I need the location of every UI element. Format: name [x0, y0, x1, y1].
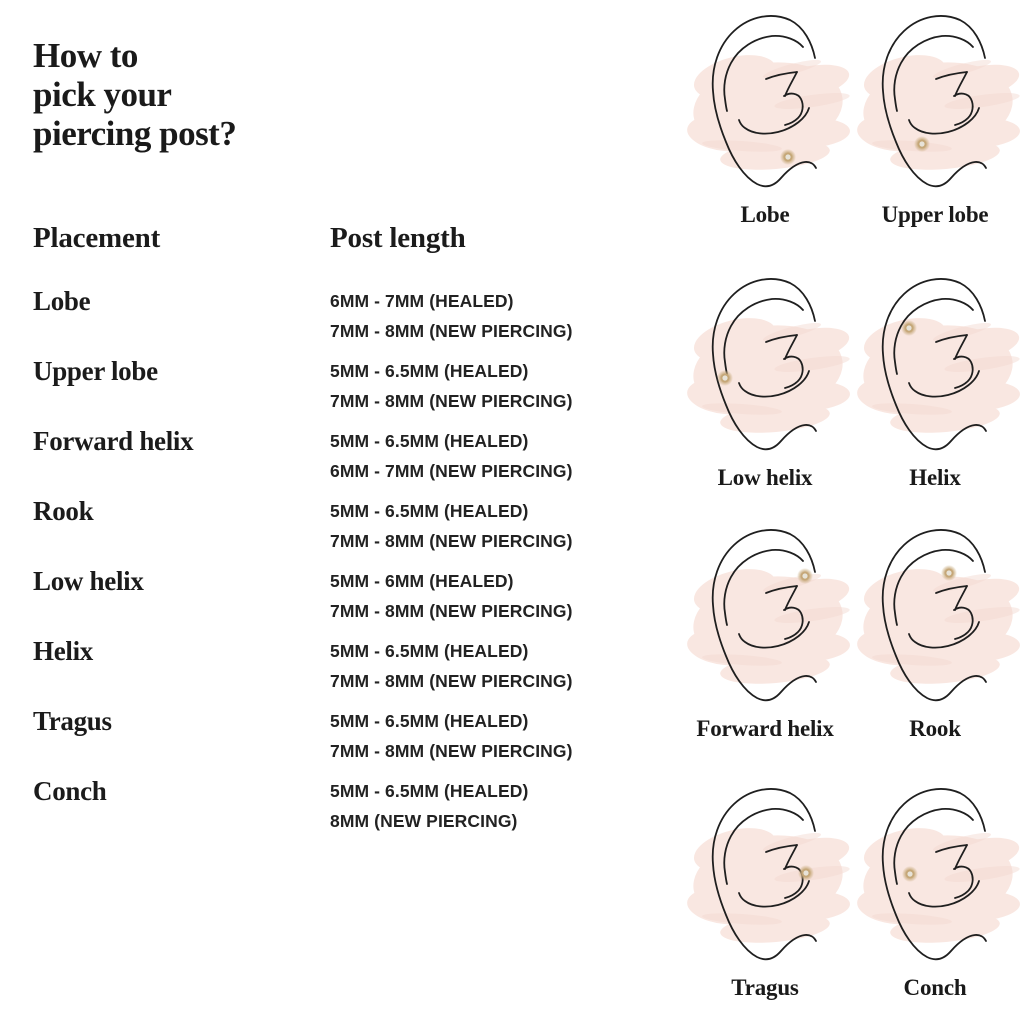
post-length-healed: 5MM - 6.5MM (HEALED)	[330, 431, 529, 451]
placement-name: Low helix	[33, 566, 144, 596]
ear-illustration	[680, 15, 850, 195]
ear-label: Lobe	[740, 202, 790, 227]
placement-name: Upper lobe	[33, 356, 158, 386]
placement-name: Conch	[33, 776, 107, 806]
pink-splash	[685, 310, 850, 436]
column-header-placement: Placement	[33, 222, 161, 254]
post-length-new-piercing: 7MM - 8MM (NEW PIERCING)	[330, 671, 573, 691]
ear-illustration	[850, 15, 1020, 195]
ear-diagram-cell	[680, 15, 850, 228]
ear-diagram-cell	[680, 529, 850, 742]
ear-illustration	[850, 529, 1020, 709]
ear-diagram-cell	[680, 278, 850, 491]
ear-label: Conch	[903, 975, 967, 1000]
earring-stud-icon	[941, 565, 957, 581]
ear-diagram-cell	[850, 529, 1020, 742]
post-length-new-piercing: 7MM - 8MM (NEW PIERCING)	[330, 531, 573, 551]
post-length-healed: 5MM - 6.5MM (HEALED)	[330, 641, 529, 661]
pink-splash	[855, 47, 1020, 173]
ear-label: Tragus	[731, 975, 799, 1000]
page-title-line: pick your	[33, 75, 172, 114]
post-length-new-piercing: 8MM (NEW PIERCING)	[330, 811, 518, 831]
post-length-new-piercing: 7MM - 8MM (NEW PIERCING)	[330, 601, 573, 621]
earring-stud-icon	[798, 865, 814, 881]
ear-illustration	[680, 529, 850, 709]
ear-illustration	[850, 788, 1020, 968]
ear-label: Forward helix	[696, 716, 834, 741]
ear-label: Rook	[909, 716, 961, 741]
post-length-healed: 5MM - 6.5MM (HEALED)	[330, 781, 529, 801]
post-length-healed: 5MM - 6.5MM (HEALED)	[330, 361, 529, 381]
post-length-new-piercing: 7MM - 8MM (NEW PIERCING)	[330, 391, 573, 411]
placement-name: Lobe	[33, 286, 91, 316]
post-length-healed: 5MM - 6MM (HEALED)	[330, 571, 514, 591]
pink-splash	[855, 310, 1020, 436]
pink-splash	[855, 820, 1020, 946]
pink-splash	[685, 561, 850, 687]
ear-diagram-cell	[850, 278, 1020, 491]
post-length-healed: 6MM - 7MM (HEALED)	[330, 291, 514, 311]
earring-stud-icon	[902, 866, 918, 882]
page-title-line: How to	[33, 36, 138, 75]
placement-name: Helix	[33, 636, 93, 666]
earring-stud-icon	[780, 149, 796, 165]
ear-diagram-cell	[680, 788, 850, 1001]
post-length-new-piercing: 7MM - 8MM (NEW PIERCING)	[330, 321, 573, 341]
ear-illustration	[680, 278, 850, 458]
pink-splash	[685, 47, 850, 173]
earring-stud-icon	[717, 370, 733, 386]
earring-stud-icon	[797, 568, 813, 584]
pink-splash	[855, 561, 1020, 687]
earring-stud-icon	[901, 320, 917, 336]
ear-illustration	[850, 278, 1020, 458]
ear-diagram-cell	[850, 15, 1020, 228]
post-length-new-piercing: 6MM - 7MM (NEW PIERCING)	[330, 461, 573, 481]
post-length-healed: 5MM - 6.5MM (HEALED)	[330, 711, 529, 731]
ear-label: Upper lobe	[881, 202, 989, 227]
pink-splash	[685, 820, 850, 946]
ear-label: Helix	[909, 465, 961, 490]
ear-illustration	[680, 788, 850, 968]
placement-name: Forward helix	[33, 426, 194, 456]
placement-name: Rook	[33, 496, 94, 526]
post-length-new-piercing: 7MM - 8MM (NEW PIERCING)	[330, 741, 573, 761]
ear-label: Low helix	[717, 465, 813, 490]
placement-name: Tragus	[33, 706, 112, 736]
earring-stud-icon	[914, 136, 930, 152]
column-header-post-length: Post length	[330, 222, 466, 254]
post-length-healed: 5MM - 6.5MM (HEALED)	[330, 501, 529, 521]
ear-diagram-cell	[850, 788, 1020, 1001]
page-title-line: piercing post?	[33, 114, 237, 153]
